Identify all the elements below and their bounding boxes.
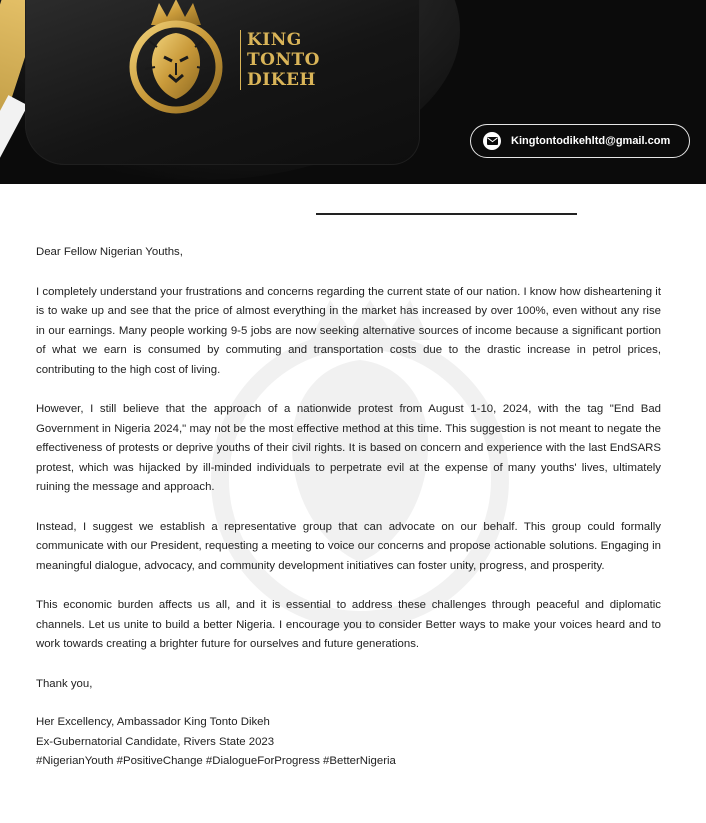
paragraph-3: Instead, I suggest we establish a representative group that can advocate on our behalf. This group could formally communicate with our President, requesting a meeting to voice our concerns and propose actionable solutions. Engaging in meaningful dialogue, advocacy, and community development initiatives can foster unity, progress, and prosperity. <box>36 520 661 572</box>
paragraph-2: However, I still believe that the approach of a nationwide protest from August 1-10, 2024, with the tag "End Bad Government in Nigeria 2024," may not be the most effective method at this time. This suggestion is not meant to negate the effectiveness of protests or deprive youths of their civil rights. It is based on concern and experience with the last EndSARS protest, which was hijacked by ill-minded individuals to perpetrate evil at the expense of many youths' lives, ultimately ruining the message and approach. <box>36 403 661 493</box>
hashtags: #NigerianYouth #PositiveChange #DialogueForProgress #BetterNigeria <box>36 755 396 767</box>
crowned-lion-icon <box>119 0 234 115</box>
email-address[interactable]: Kingtontodikehltd@gmail.com <box>511 135 671 147</box>
mail-icon <box>483 132 501 150</box>
closing: Thank you, <box>36 677 93 690</box>
letterhead-header <box>0 0 706 184</box>
salutation: Dear Fellow Nigerian Youths, <box>36 246 183 258</box>
signature-name: Her Excellency, Ambassador King Tonto Dikeh <box>36 716 270 728</box>
brand-line-2: TONTO <box>247 50 320 70</box>
signature-title: Ex-Gubernatorial Candidate, Rivers State 2023 <box>36 736 275 748</box>
letter-body <box>36 243 661 772</box>
paragraph-4: This economic burden affects us all, and it is essential to address these challenges through peaceful and diplomatic channels. Let us unite to build a better Nigeria. I encourage you to consider Better ways to make your voices heard and to work towards creating a brighter future for ourselves and future generations. <box>36 599 661 650</box>
paragraph-1: I completely understand your frustrations and concerns regarding the current state of our nation. I know how disheartening it is to wake up and see that the price of almost everything in the market has increased by over 100%, even without any rise in our earnings. Many people working 9-5 jobs are now seeking alternative sources of income because a significant portion of what we earn is consumed by commuting and transportation costs due to the drastic increase in petrol prices, contributing to the high cost of living. <box>36 285 661 376</box>
signature-block <box>36 712 661 752</box>
horizontal-rule <box>316 213 577 215</box>
brand-name <box>247 30 320 90</box>
brand-line-1: KING <box>247 30 302 50</box>
logo-panel <box>25 0 420 165</box>
email-contact[interactable] <box>470 124 690 158</box>
brand-divider <box>240 30 241 90</box>
brand-line-3: DIKEH <box>247 70 316 90</box>
